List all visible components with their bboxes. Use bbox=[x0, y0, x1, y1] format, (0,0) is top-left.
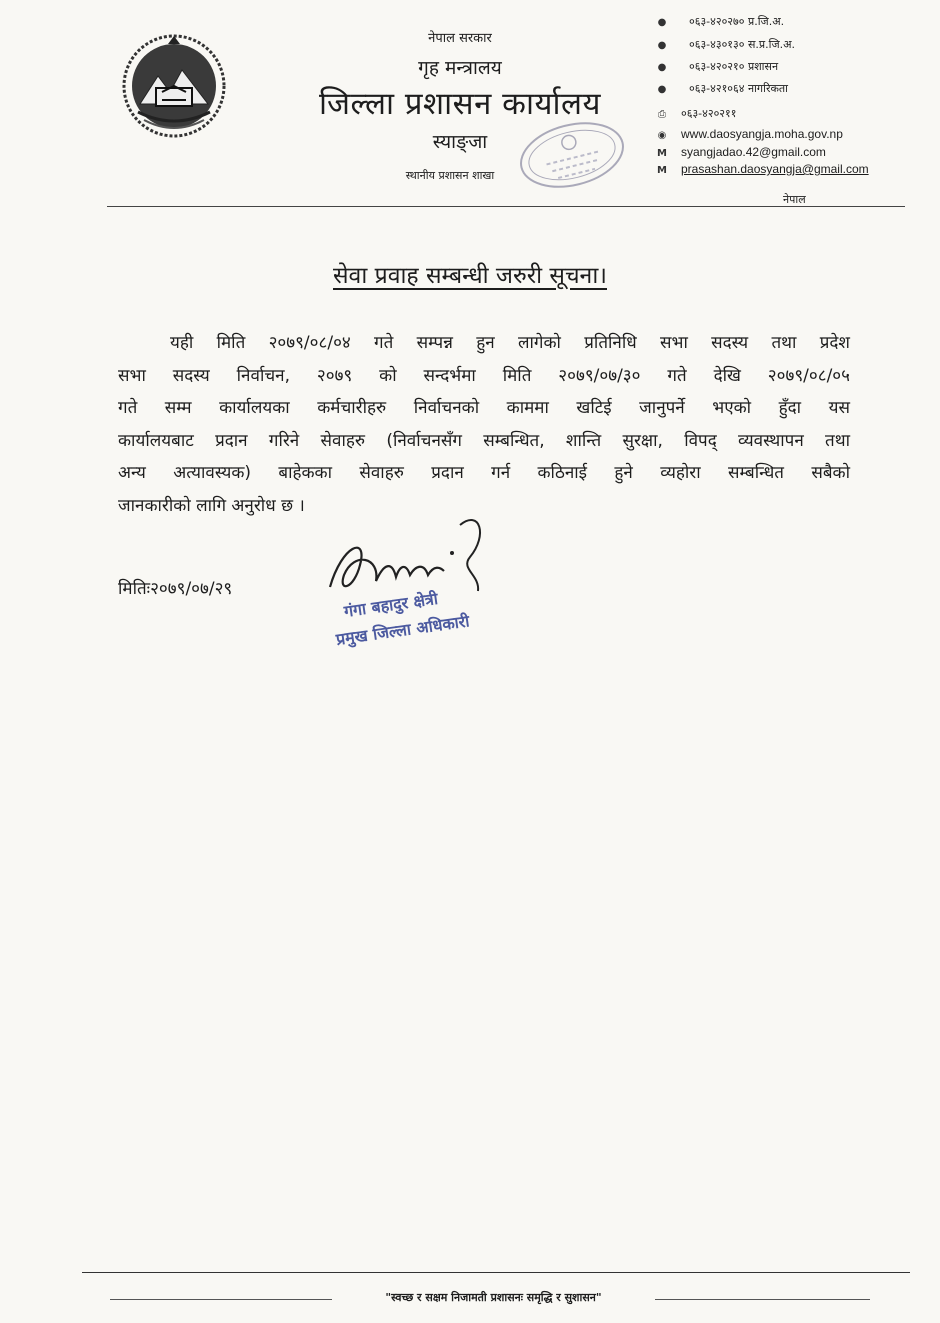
signer-title: प्रमुख जिल्ला अधिकारी bbox=[334, 611, 471, 649]
body-line: जानकारीको लागि अनुरोध छ । bbox=[118, 495, 305, 516]
body-line: सभा सदस्य निर्वाचन, २०७९ को सन्दर्भमा मिति २०७९/०७/३० गते देखि २०७९/०८/०५ bbox=[118, 365, 850, 386]
office-stamp-icon bbox=[513, 118, 631, 192]
country-name: नेपाल bbox=[783, 193, 806, 206]
district-name: स्याङ्जा bbox=[432, 131, 488, 153]
body-line: अन्य अत्यावस्यक) बाहेकका सेवाहरु प्रदान गर्न कठिनाई हुने व्यहोरा सम्बन्धित सबैको bbox=[118, 463, 850, 483]
notice-body bbox=[118, 327, 850, 522]
header-divider bbox=[107, 206, 905, 207]
nepal-emblem-icon bbox=[118, 30, 230, 142]
notice-subject: सेवा प्रवाह सम्बन्धी जरुरी सूचना। bbox=[333, 263, 607, 289]
footer-rule-left bbox=[110, 1299, 332, 1300]
mail-icon: M bbox=[657, 148, 667, 159]
footer-motto: "स्वच्छ र सक्षम निजामती प्रशासनः समृद्धि र सुशासन" bbox=[385, 1291, 602, 1304]
contact-item: ⎙ ०६३-४२०२११ bbox=[653, 106, 736, 124]
notice-date: मितिः२०७९/०७/२९ bbox=[118, 579, 233, 599]
body-line: कार्यालयबाट प्रदान गरिने सेवाहरु (निर्वाचनसँग सम्बन्धित, शान्ति सुरक्षा, विपद् व्यवस्थापन तथा bbox=[118, 430, 850, 451]
contact-item: M prasashan.daosyangja@gmail.com bbox=[653, 162, 869, 180]
contact-item: ● ०६३-४२०२१० प्रशासन bbox=[653, 59, 778, 77]
mail-icon: M bbox=[657, 165, 667, 176]
phone-icon: ● bbox=[657, 40, 667, 51]
footer-divider bbox=[82, 1272, 910, 1273]
contact-item: ● ०६३-४२०२७० प्र.जि.अ. bbox=[653, 14, 784, 32]
body-line: यही मिति २०७९/०८/०४ गते सम्पन्न हुन लागेको प्रतिनिधि सभा सदस्य तथा प्रदेश bbox=[170, 333, 850, 353]
government-name: नेपाल सरकार bbox=[428, 31, 492, 46]
contact-item: ● ०६३-४२१०६४ नागरिकता bbox=[653, 81, 788, 99]
body-line: गते सम्म कार्यालयका कर्मचारीहरु निर्वाचनको काममा खटिई जानुपर्ने भएको हुँदा यस bbox=[118, 398, 850, 418]
fax-icon: ⎙ bbox=[658, 109, 666, 120]
contact-item: ◉ www.daosyangja.moha.gov.np bbox=[653, 127, 843, 145]
signer-name: गंगा बहादुर क्षेत्री bbox=[342, 588, 440, 621]
footer-rule-right bbox=[655, 1299, 870, 1300]
ministry-name: गृह मन्त्रालय bbox=[418, 57, 502, 79]
globe-icon: ◉ bbox=[657, 130, 667, 141]
contact-item: ● ०६३-४३०१३० स.प्र.जि.अ. bbox=[653, 37, 795, 55]
phone-icon: ● bbox=[657, 17, 667, 28]
contact-item: M syangjadao.42@gmail.com bbox=[653, 145, 826, 163]
phone-icon: ● bbox=[657, 84, 667, 95]
office-name: जिल्ला प्रशासन कार्यालय bbox=[318, 86, 602, 122]
phone-icon: ● bbox=[657, 62, 667, 73]
branch-name: स्थानीय प्रशासन शाखा bbox=[405, 169, 495, 182]
